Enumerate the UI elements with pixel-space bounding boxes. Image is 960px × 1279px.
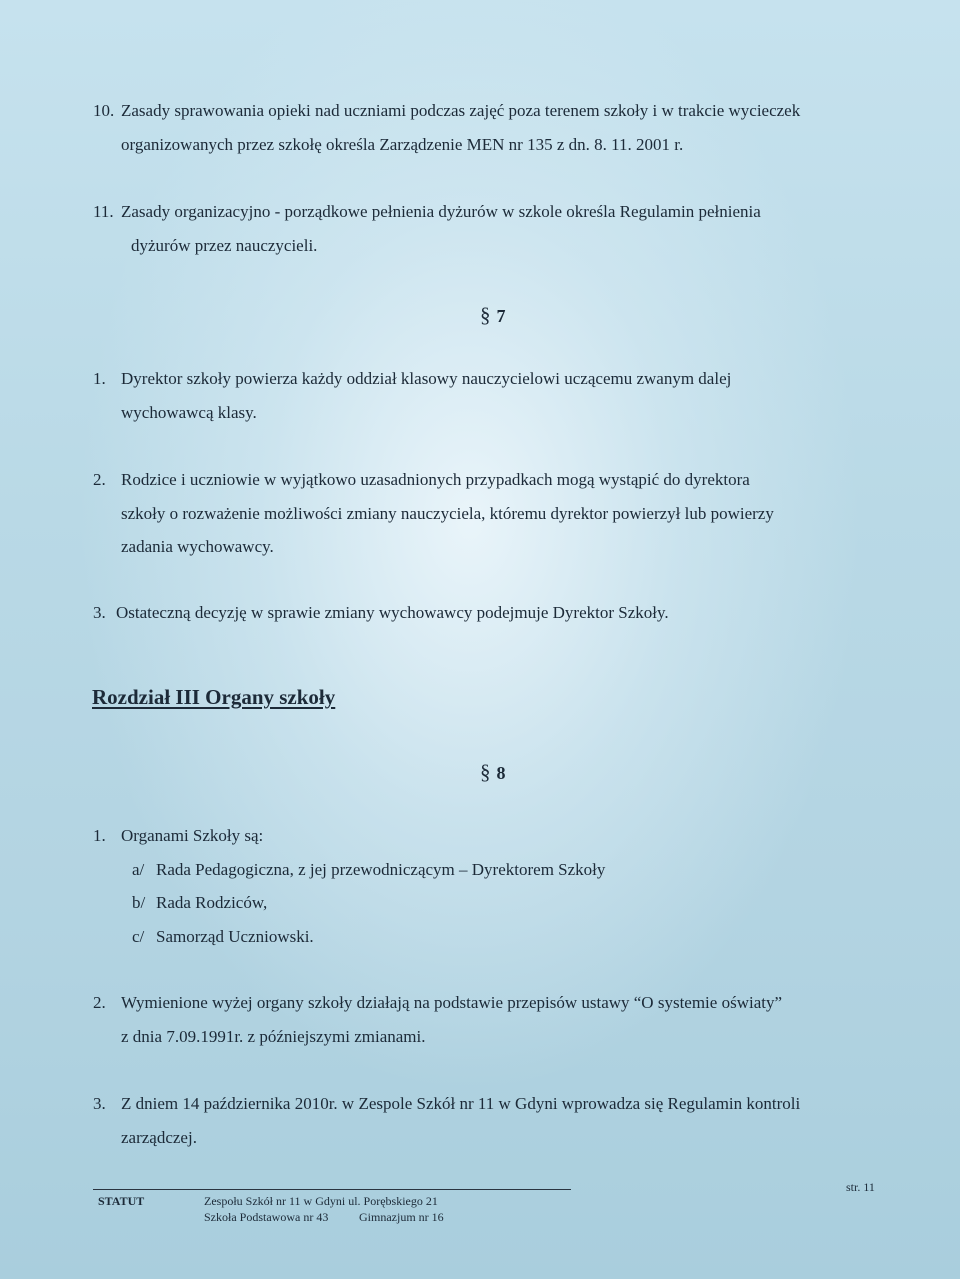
- chapter-heading: Rozdział III Organy szkoły: [92, 685, 336, 709]
- footer-middle-school: Gimnazjum nr 16: [359, 1210, 444, 1224]
- section-7-paragraph-3-number: 3.: [93, 603, 106, 622]
- section-number: 8: [496, 763, 506, 783]
- footer-school-name: Zespołu Szkół nr 11 w Gdyni ul. Porębskiego 21: [204, 1194, 438, 1208]
- list-item-marker: b/: [132, 893, 146, 912]
- section-symbol: §: [480, 303, 491, 327]
- section-8-paragraph-1-number: 1.: [93, 826, 106, 845]
- footer-label: STATUT: [98, 1194, 145, 1208]
- section-7-paragraph-1-line-2: wychowawcą klasy.: [121, 403, 257, 422]
- section-7-heading: [480, 303, 506, 328]
- list-item-text: Rada Rodziców,: [156, 893, 268, 912]
- section-7-paragraph-1-line-1: Dyrektor szkoły powierza każdy oddział klasowy nauczycielowi uczącemu zwanym dalej: [121, 369, 732, 388]
- paragraph-10-number: 10.: [93, 101, 115, 120]
- section-7-paragraph-2-number: 2.: [93, 470, 106, 489]
- section-8-paragraph-3-line-1: Z dniem 14 października 2010r. w Zespole Szkół nr 11 w Gdyni wprowadza się Regulamin kontroli: [121, 1094, 801, 1113]
- section-8-paragraph-3-number: 3.: [93, 1094, 106, 1113]
- section-7-paragraph-2-line-3: zadania wychowawcy.: [121, 537, 274, 556]
- list-item-marker: c/: [132, 927, 145, 946]
- section-8-paragraph-3-line-2: zarządczej.: [121, 1128, 197, 1147]
- section-symbol: §: [480, 760, 491, 784]
- footer-divider: [93, 1189, 571, 1190]
- section-7-paragraph-2-line-2: szkoły o rozważenie możliwości zmiany nauczyciela, któremu dyrektor powierzył lub powierzy: [121, 504, 774, 523]
- section-8-paragraph-2-line-2: z dnia 7.09.1991r. z późniejszymi zmianami.: [121, 1027, 426, 1046]
- list-item-text: Rada Pedagogiczna, z jej przewodniczącym – Dyrektorem Szkoły: [156, 860, 606, 879]
- section-7-paragraph-1-number: 1.: [93, 369, 106, 388]
- paragraph-10-line-1: Zasady sprawowania opieki nad uczniami podczas zajęć poza terenem szkoły i w trakcie wycieczek: [121, 101, 801, 120]
- paragraph-11-number: 11.: [93, 202, 114, 221]
- section-8-paragraph-1-line-1: Organami Szkoły są:: [121, 826, 264, 845]
- section-8-heading: [480, 760, 506, 785]
- paragraph-11-line-2: dyżurów przez nauczycieli.: [131, 236, 318, 255]
- section-8-paragraph-2-number: 2.: [93, 993, 106, 1012]
- list-item-marker: a/: [132, 860, 145, 879]
- list-item-text: Samorząd Uczniowski.: [156, 927, 314, 946]
- paragraph-10-line-2: organizowanych przez szkołę określa Zarządzenie MEN nr 135 z dn. 8. 11. 2001 r.: [121, 135, 684, 154]
- page-number: str. 11: [846, 1180, 875, 1194]
- section-8-paragraph-2-line-1: Wymienione wyżej organy szkoły działają na podstawie przepisów ustawy “O systemie oświaty”: [121, 993, 783, 1012]
- section-number: 7: [496, 306, 506, 326]
- footer-primary-school: Szkoła Podstawowa nr 43: [204, 1210, 329, 1224]
- paragraph-11-line-1: Zasady organizacyjno - porządkowe pełnienia dyżurów w szkole określa Regulamin pełnienia: [121, 202, 761, 221]
- section-7-paragraph-2-line-1: Rodzice i uczniowie w wyjątkowo uzasadnionych przypadkach mogą wystąpić do dyrektora: [121, 470, 750, 489]
- section-7-paragraph-3-line-1: Ostateczną decyzję w sprawie zmiany wychowawcy podejmuje Dyrektor Szkoły.: [116, 603, 669, 622]
